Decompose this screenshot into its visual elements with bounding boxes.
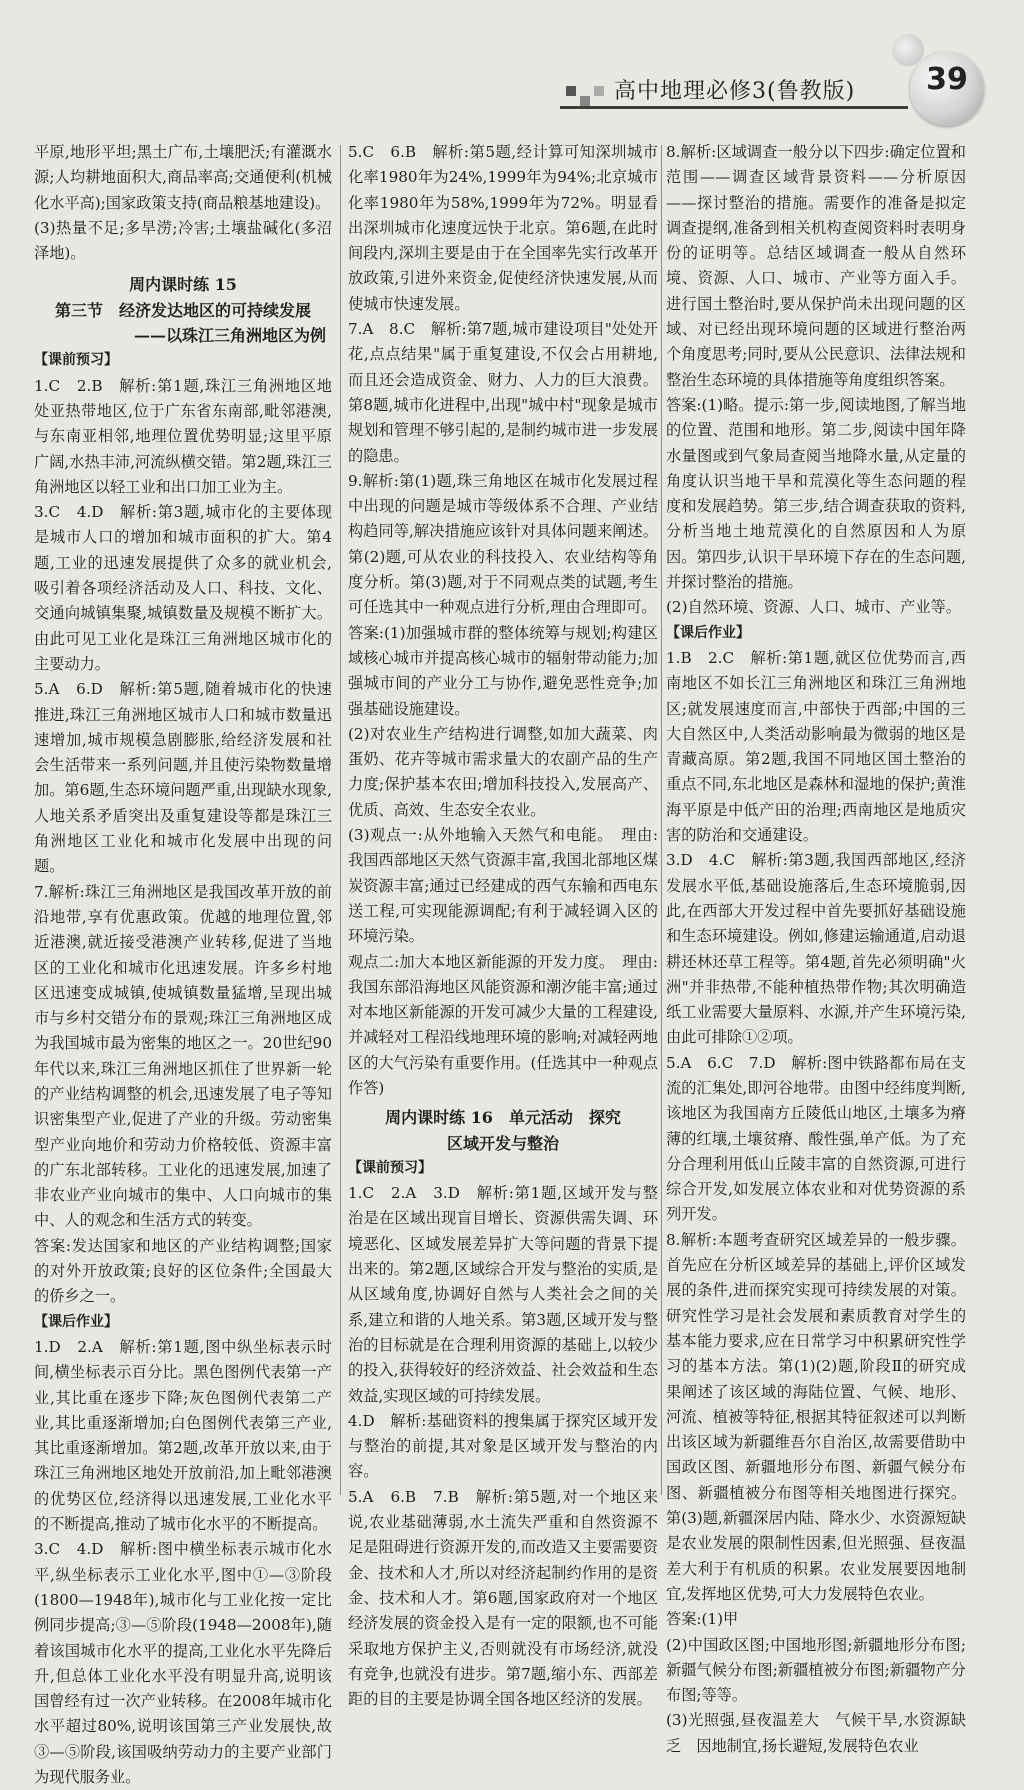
paragraph: (3)热量不足;多旱涝;冷害;土壤盐碱化(多沼泽地)。	[34, 218, 332, 263]
paragraph: 5.A 6.C 7.D 解析:图中铁路都布局在支流的汇集处,即河谷地带。由图中经纬度判断,该地区为我国南方丘陵低山地区,土壤多为瘠薄的红壤,土壤贫瘠、酸性强,单产低。为了充分合理利用低山丘陵丰富的自然资源,可进行综合开发,如发展立体农业和对优势资源的系列开发。	[666, 1053, 966, 1224]
paragraph: 5.C 6.B 解析:第5题,经计算可知深圳城市化率1980年为24%,1999年为94%;北京城市化率1980年为58%,1999年为72%。明显看出深圳城市化速度远快于北京。第6题,在此时间段内,深圳主要是由于在全国率先实行改革开放政策,引进外来资金,促使经济快速发展,从而使城市快速发展。	[348, 143, 658, 313]
column-divider	[340, 145, 341, 1495]
lesson-subtitle: 区域开发与整治	[446, 1133, 559, 1153]
paragraph: 平原,地形平坦;黑土广布,土壤肥沃;有灌溉水源;人均耕地面积大,商品率高;交通便利(机械化水平高);国家政策支持(商品粮基地建设)。	[34, 143, 332, 212]
paragraph: 9.解析:第(1)题,珠三角地区在城市化发展过程中出现的问题是城市等级体系不合理、产业结构趋同等,解决措施应该针对具体问题来阐述。第(2)题,可从农业的科技投入、农业结构等角度分析。第(3)题,对于不同观点类的试题,考生可任选其中一种观点进行分析,理由合理即可。	[348, 471, 658, 617]
section-tag-homework: 【课后作业】	[34, 1313, 118, 1330]
text-column-right	[666, 140, 966, 1759]
paragraph: (3)光照强,昼夜温差大 气候干旱,水资源缺乏 因地制宜,扬长避短,发展特色农业	[666, 1711, 966, 1755]
book-title: 高中地理必修3(鲁教版)	[614, 79, 856, 104]
section-subtitle: ——以珠江三角洲地区为例	[133, 326, 326, 346]
answer-paragraph: 答案:(1)加强城市群的整体统筹与规划;构建区域核心城市并提高核心城市的辐射带动能力;加强城市间的产业分工与协作,避免恶性竞争;加强基础设施建设。	[348, 623, 658, 718]
section-tag-preview: 【课前预习】	[34, 352, 118, 369]
lesson-title: 周内课时练 16 单元活动 探究	[385, 1108, 621, 1128]
paragraph: (2)自然环境、资源、人口、城市、产业等。	[666, 598, 961, 617]
section-tag-homework: 【课后作业】	[666, 624, 750, 641]
paragraph: 5.A 6.D 解析:第5题,随着城市化的快速推进,珠江三角洲地区城市人口和城市数量迅速增加,城市规模急剧膨胀,给经济发展和社会生活带来一系列问题,并且使污染物数量增加。第6题,生态环境问题严重,出现缺水现象,人地关系矛盾突出及重复建设等都是珠江三角洲地区工业化和城市化发展中出现的问题。	[34, 680, 332, 876]
paragraph: 5.A 6.B 7.B 解析:第5题,对一个地区来说,农业基础薄弱,水土流失严重和自然资源不足是阻碍进行资源开发的,而改造又主要需要资金、技术和人才,所以对经济起制约作用的是资金、技术和人才。第6题,国家政府对一个地区经济发展的资金投入是有一定的限额,也不可能采取地方保护主义,否则就没有市场经济,就没有竞争,也就没有进步。第7题,缩小东、西部差距的目的主要是协调全国各地区经济的发展。	[348, 1487, 658, 1709]
paragraph: 7.解析:珠江三角洲地区是我国改革开放的前沿地带,享有优惠政策。优越的地理位置,邻近港澳,就近接受港澳产业转移,促进了当地区的工业化和城市化迅速发展。许多乡村地区迅速变成城镇,使城镇数量猛增,呈现出城市与乡村交错分布的景观;珠江三角洲地区成为我国城市最为密集的地区之一。20世纪90年代以来,珠江三角洲地区抓住了世界新一轮的产业结构调整的机会,迅速发展了电子等知识密集型产业,促进了产业的升级。劳动密集型产业向地价和劳动力价格较低、资源丰富的广东北部转移。工业化的迅速发展,加速了非农业产业向城市的集中、人口向城市的集中、人的观念和生活方式的转变。	[34, 882, 332, 1230]
answer-paragraph: 答案:(1)甲	[666, 1610, 739, 1629]
paragraph: 3.C 4.D 解析:第3题,城市化的主要体现是城市人口的增加和城市面积的扩大。第4题,工业的迅速发展提供了众多的就业机会,吸引着各项经济活动及人口、科技、文化、交通向城镇集聚,城镇数量及规模不断扩大。由此可见工业化是珠江三角洲地区城市化的主要动力。	[34, 503, 332, 673]
paragraph: (3)观点一:从外地输入天然气和电能。 理由:我国西部地区天然气资源丰富,我国北部地区煤炭资源丰富;通过已经建成的西气东输和西电东送工程,可实现能源调配;有利于减轻调入区的环境污染。	[348, 826, 658, 946]
paragraph: 1.D 2.A 解析:第1题,图中纵坐标表示时间,横坐标表示百分比。黑色图例代表第一产业,其比重在逐步下降;灰色图例代表第二产业,其比重逐渐增加;白色图例代表第三产业,其比重逐渐增加。第2题,改革开放以来,由于珠江三角洲地区地处开放前沿,加上毗邻港澳的优势区位,经济得以迅速发展,工业化水平的不断提高,推动了城市化水平的不断提高。	[34, 1337, 332, 1534]
paragraph: (2)对农业生产结构进行调整,如加大蔬菜、肉蛋奶、花卉等城市需求量大的农副产品的生产力度;保护基本农田;增加科技投入,发展高产、优质、高效、生态安全农业。	[348, 724, 658, 819]
paragraph: 1.B 2.C 解析:第1题,就区位优势而言,西南地区不如长江三角洲地区和珠江三角洲地区;就发展速度而言,中部快于西部;中国的三大自然区中,人类活动影响最为微弱的地区是青藏高原。第2题,我国不同地区国土整治的重点不同,东北地区是森林和湿地的保护;黄淮海平原是中低产田的治理;西南地区是地质灾害的防治和交通建设。	[666, 648, 966, 845]
paragraph: 8.解析:区域调查一般分以下四步:确定位置和范围——调查区域背景资料——分析原因——探讨整治的措施。需要作的准备是拟定调查提纲,准备到相关机构查阅资料时表明身份的证明等。总结区域调查一般从自然环境、资源、人口、城市、产业等方面入手。进行国土整治时,要从保护尚未出现问题的区域、对已经出现环境问题的区域进行整治两个角度思考;同时,要从公民意识、法律法规和整治生态环境的具体措施等角度组织答案。	[666, 143, 966, 389]
answer-paragraph: 答案:发达国家和地区的产业结构调整;国家的对外开放政策;良好的区位条件;全国最大的侨乡之一。	[34, 1236, 332, 1306]
page-header	[0, 0, 1024, 135]
paragraph: 1.C 2.A 3.D 解析:第1题,区域开发与整治是在区域出现盲目增长、资源供需失调、环境恶化、区域发展差异扩大等问题的背景下提出来的。第2题,区域综合开发与整治的实质,是从区域角度,协调好自然与人类社会之间的关系,建立和谐的人地关系。第3题,区域开发与整治的目标就是在合理利用资源的基础上,以较少的投入,获得较好的经济效益、社会效益和生态效益,实现区域的可持续发展。	[348, 1184, 658, 1405]
paragraph: 观点二:加大本地区新能源的开发力度。 理由:我国东部沿海地区风能资源和潮汐能丰富;通过对本地区新能源的开发可减少大量的工程建设,并减轻对工程沿线地理环境的影响;对减轻两地区的大气污染有重要作用。(任选其中一种观点作答)	[348, 952, 658, 1097]
paragraph: (2)中国政区图;中国地形图;新疆地形分布图;新疆气候分布图;新疆植被分布图;新疆物产分布图;等等。	[666, 1635, 966, 1705]
section-title: 第三节 经济发达地区的可持续发展	[54, 300, 311, 320]
text-column-middle	[348, 140, 658, 1712]
paragraph: 3.C 4.D 解析:图中横坐标表示城市化水平,纵坐标表示工业化水平,图中①—③阶段(1800—1948年),城市化与工业化按一定比例同步提高;③—⑤阶段(1948—2008年),随着该国城市化水平的提高,工业化水平先降后升,但总体工业化水平没有明显升高,说明该国曾经有过一次产业转移。在2008年城市化水平超过80%,说明该国第三产业发展快,故③—⑤阶段,该国吸纳劳动力的主要产业部门为现代服务业。	[34, 1540, 332, 1786]
column-divider	[661, 145, 662, 1495]
section-tag-preview: 【课前预习】	[348, 1159, 432, 1176]
paragraph: 8.解析:本题考查研究区域差异的一般步骤。首先应在分析区域差异的基础上,评价区域发展的条件,进而探究实现可持续发展的对策。研究性学习是社会发展和素质教育对学生的基本能力要求,应在日常学习中积累研究性学习的基本方法。第(1)(2)题,阶段Ⅱ的研究成果阐述了该区域的海陆位置、气候、地形、河流、植被等特征,根据其特征叙述可以判断出该区域为新疆维吾尔自治区,故需要借助中国政区图、新疆地形分布图、新疆气候分布图、新疆植被分布图等相关地图进行探究。第(3)题,新疆深居内陆、降水少、水资源短缺是农业发展的限制性因素,但光照强、昼夜温差大利于有机质的积累。农业发展要因地制宜,发挥地区优势,可大力发展特色农业。	[666, 1230, 966, 1603]
page-number: 39	[926, 62, 968, 97]
paragraph: 7.A 8.C 解析:第7题,城市建设项目"处处开花,点点结果"属于重复建设,不仅会占用耕地,而且还会造成资金、财力、人力的巨大浪费。第8题,城市化进程中,出现"城中村"现象是城市规划和管理不够引起的,是制约城市进一步发展的隐患。	[348, 320, 658, 465]
paragraph: 4.D 解析:基础资料的搜集属于探究区域开发与整治的前提,其对象是区域开发与整治的内容。	[348, 1411, 658, 1481]
paragraph: 1.C 2.B 解析:第1题,珠江三角洲地区地处亚热带地区,位于广东省东南部,毗邻港澳,与东南亚相邻,地理位置优势明显;这里平原广阔,水热丰沛,河流纵横交错。第2题,珠江三角洲地区以轻工业和出口加工业为主。	[34, 376, 332, 496]
paragraph: 3.D 4.C 解析:第3题,我国西部地区,经济发展水平低,基础设施落后,生态环境脆弱,因此,在西部大开发过程中首先要抓好基础设施和生态环境建设。例如,修建运输通道,启动退耕还林还草工程等。第4题,首先必须明确"火洲"并非热带,不能种植热带作物;其次明确造纸工业需要大量原料、水源,并产生环境污染,由此可排除①②项。	[666, 851, 966, 1047]
text-column-left	[34, 140, 332, 1790]
lesson-title: 周内课时练 15	[129, 275, 237, 295]
answer-paragraph: 答案:(1)略。提示:第一步,阅读地图,了解当地的位置、范围和地形。第二步,阅读中国年降水量图或到气象局查阅当地降水量,从定量的角度认识当地干旱和荒漠化等生态问题的程度和发展趋势。第三步,结合调查获取的资料,分析当地土地荒漠化的自然原因和人为原因。第四步,认识干旱环境下存在的生态问题,并探讨整治的措施。	[666, 395, 966, 592]
